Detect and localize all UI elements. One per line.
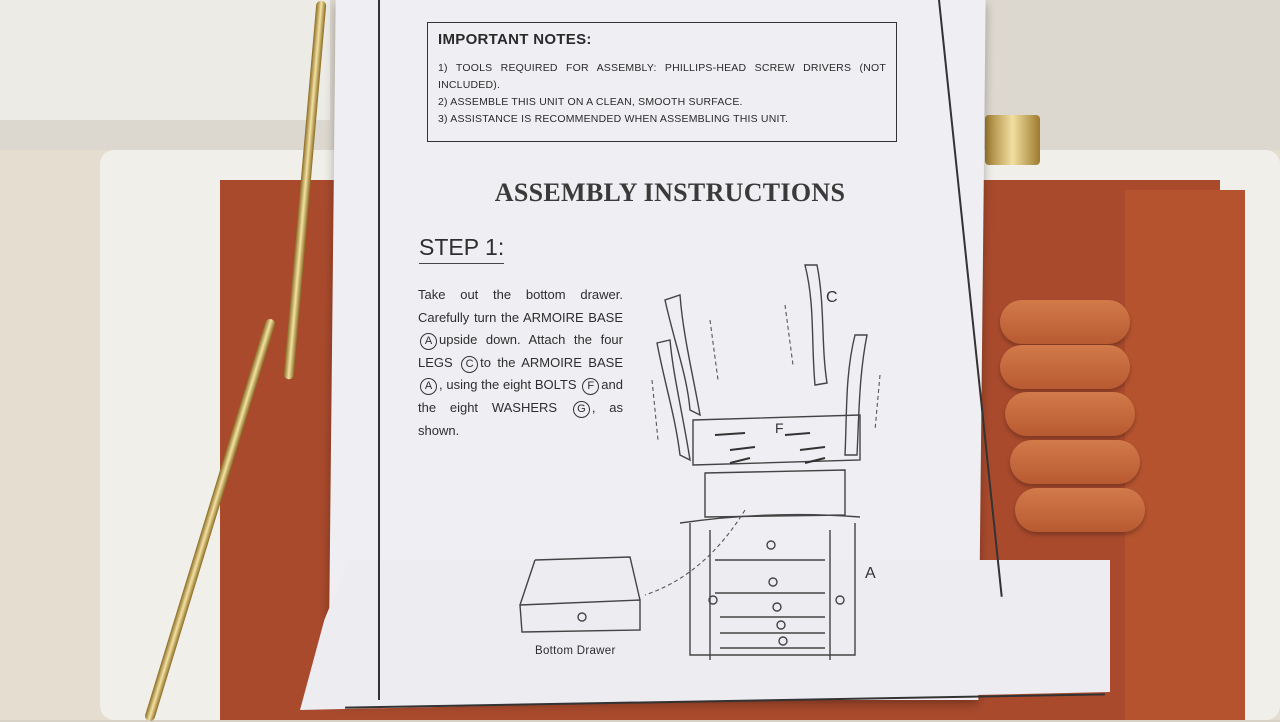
ring-roll [1005, 392, 1135, 436]
drawer-removal-arrow [645, 510, 745, 595]
step-text: to the ARMOIRE BASE [480, 354, 623, 370]
bottom-drawer-caption: Bottom Drawer [535, 645, 616, 657]
ring-tray [1125, 190, 1245, 720]
leg-drawing [805, 265, 827, 385]
label-a: A [865, 565, 876, 582]
step-text: , as shown. [418, 399, 623, 438]
note-item: 3) ASSISTANCE IS RECOMMENDED WHEN ASSEMBLING THIS UNIT. [438, 113, 789, 125]
leg-drawing [845, 335, 867, 455]
step-text: upside down. Attach the four LEGS [418, 332, 623, 370]
sheet-border [378, 0, 380, 700]
step-text: , using the eight BOLTS [439, 377, 577, 393]
part-a-marker: A [420, 333, 437, 350]
part-a-marker: A [420, 378, 437, 395]
ring-roll [1000, 300, 1130, 344]
leg-drawing [665, 295, 700, 415]
brass-hinge [985, 115, 1040, 165]
note-item: 2) ASSEMBLE THIS UNIT ON A CLEAN, SMOOTH SURFACE. [438, 96, 743, 108]
armoire-assembly-diagram [515, 255, 895, 665]
ring-roll [1000, 345, 1130, 389]
step-text: and the eight WASHERS [418, 377, 623, 415]
step-text: Take out the bottom drawer. Carefully turn the ARMOIRE BASE [418, 287, 623, 325]
ring-roll [1015, 488, 1145, 532]
step-title: STEP 1: [419, 234, 504, 264]
label-c: C [826, 289, 838, 306]
leg-drawing [657, 340, 690, 460]
bottom-drawer-drawing [520, 600, 640, 632]
label-f: F [775, 420, 784, 436]
page-title: ASSEMBLY INSTRUCTIONS [494, 178, 846, 207]
lamp-shade [0, 0, 330, 120]
part-f-marker: F [582, 378, 599, 395]
part-c-marker: C [461, 356, 478, 373]
ring-roll [1010, 440, 1140, 484]
notes-title: IMPORTANT NOTES: [438, 31, 592, 48]
note-item: 1) TOOLS REQUIRED FOR ASSEMBLY: PHILLIPS-HEAD SCREW DRIVERS (NOT INCLUDED). [438, 62, 886, 91]
important-notes-box [427, 22, 897, 142]
part-g-marker: G [573, 401, 590, 418]
base-drawer-box-drawing [705, 470, 845, 517]
